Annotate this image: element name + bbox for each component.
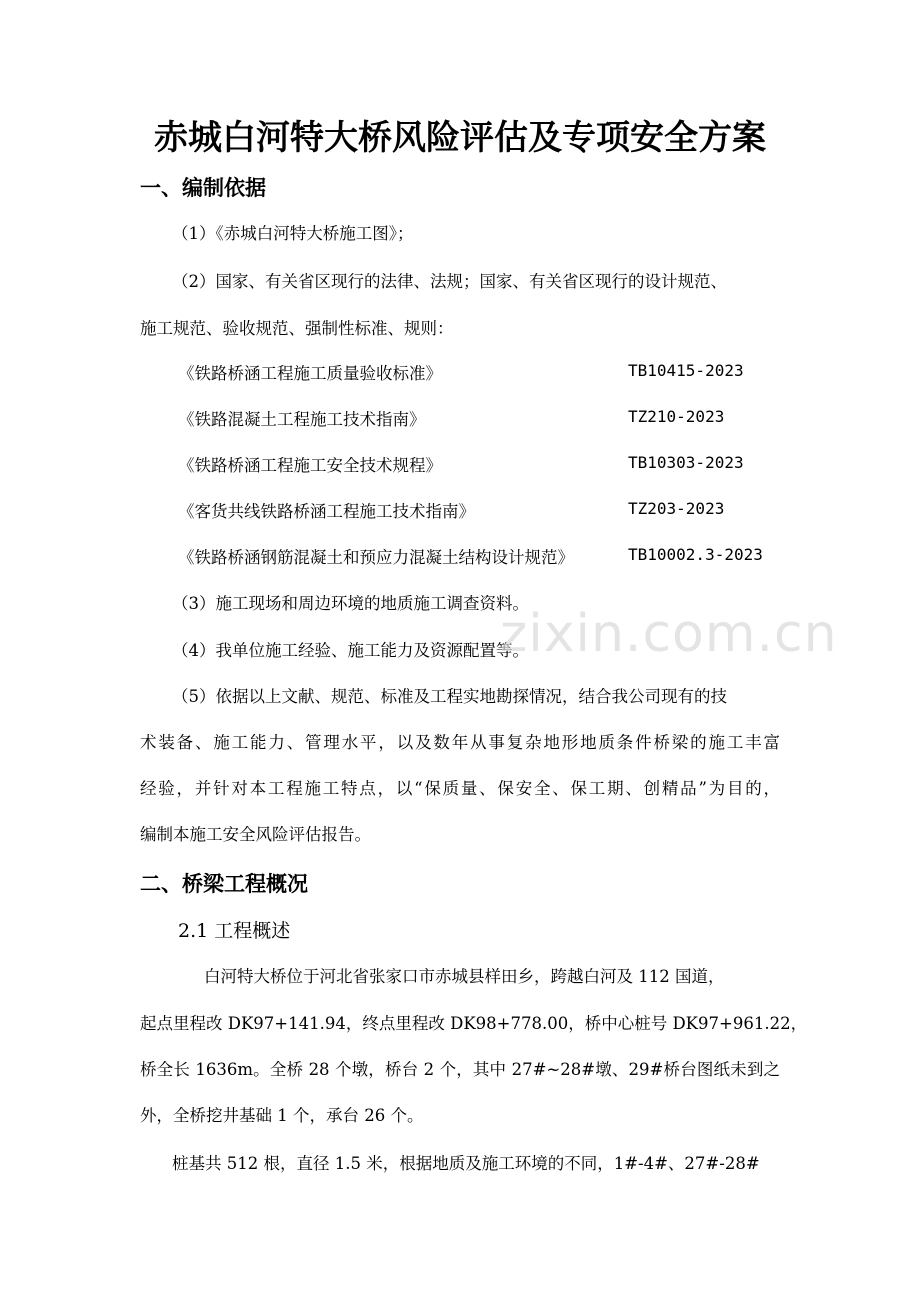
basis-item-2-line-2: 施工规范、验收规范、强制性标准、规则： bbox=[140, 319, 454, 338]
subsection-heading: 2.1 工程概述 bbox=[178, 920, 291, 942]
standard-name: 《铁路桥涵工程施工质量验收标准》 bbox=[178, 364, 442, 383]
basis-item-2-line-1: （2）国家、有关省区现行的法律、法规；国家、有关省区现行的设计规范、 bbox=[172, 272, 727, 291]
overview-para-line-3: 桥全长 1636m。全桥 28 个墩，桥台 2 个，其中 27#~28#墩、29#桥台图纸未到之 bbox=[140, 1060, 780, 1079]
standard-code: TB10002.3-2023 bbox=[628, 545, 763, 564]
standard-code: TZ210-2023 bbox=[628, 407, 725, 426]
standard-code: TB10415-2023 bbox=[628, 361, 744, 380]
basis-item-4: （4）我单位施工经验、施工能力及资源配置等。 bbox=[172, 641, 529, 660]
overview-para-line-1: 白河特大桥位于河北省张家口市赤城县样田乡，跨越白河及 112 国道， bbox=[204, 967, 725, 986]
overview-para-2-line-1: 桩基共 512 根，直径 1.5 米，根据地质及施工环境的不同，1#-4#、27#-28# bbox=[172, 1154, 760, 1173]
basis-item-5-line-4: 编制本施工安全风险评估报告。 bbox=[140, 825, 371, 844]
section-heading-basis: 一、编制依据 bbox=[140, 176, 266, 200]
overview-para-line-4: 外，全桥挖井基础 1 个，承台 26 个。 bbox=[140, 1106, 424, 1125]
basis-item-1: （1）《赤城白河特大桥施工图》； bbox=[172, 224, 414, 243]
standard-name: 《客货共线铁路桥涵工程施工技术指南》 bbox=[178, 502, 475, 521]
basis-item-5-line-1: （5）依据以上文献、规范、标准及工程实地勘探情况，结合我公司现有的技 bbox=[172, 687, 727, 706]
standard-code: TZ203-2023 bbox=[628, 499, 725, 518]
standard-name: 《铁路桥涵钢筋混凝土和预应力混凝土结构设计规范》 bbox=[178, 548, 574, 567]
standard-name: 《铁路桥涵工程施工安全技术规程》 bbox=[178, 456, 442, 475]
basis-item-5-line-2: 术装备、施工能力、管理水平，以及数年从事复杂地形地质条件桥梁的施工丰富 bbox=[140, 733, 780, 752]
basis-item-5-line-3: 经验，并针对本工程施工特点，以“保质量、保安全、保工期、创精品”为目的， bbox=[140, 779, 780, 798]
standard-name: 《铁路混凝土工程施工技术指南》 bbox=[178, 410, 426, 429]
document-title: 赤城白河特大桥风险评估及专项安全方案 bbox=[154, 118, 766, 158]
standard-code: TB10303-2023 bbox=[628, 453, 744, 472]
overview-para-line-2: 起点里程改 DK97+141.94，终点里程改 DK98+778.00，桥中心桩号 DK97+961.22， bbox=[140, 1014, 808, 1033]
watermark: zixin.com.cn bbox=[500, 604, 838, 664]
section-heading-overview: 二、桥梁工程概况 bbox=[140, 872, 308, 896]
basis-item-3: （3）施工现场和周边环境的地质施工调查资料。 bbox=[172, 594, 529, 613]
